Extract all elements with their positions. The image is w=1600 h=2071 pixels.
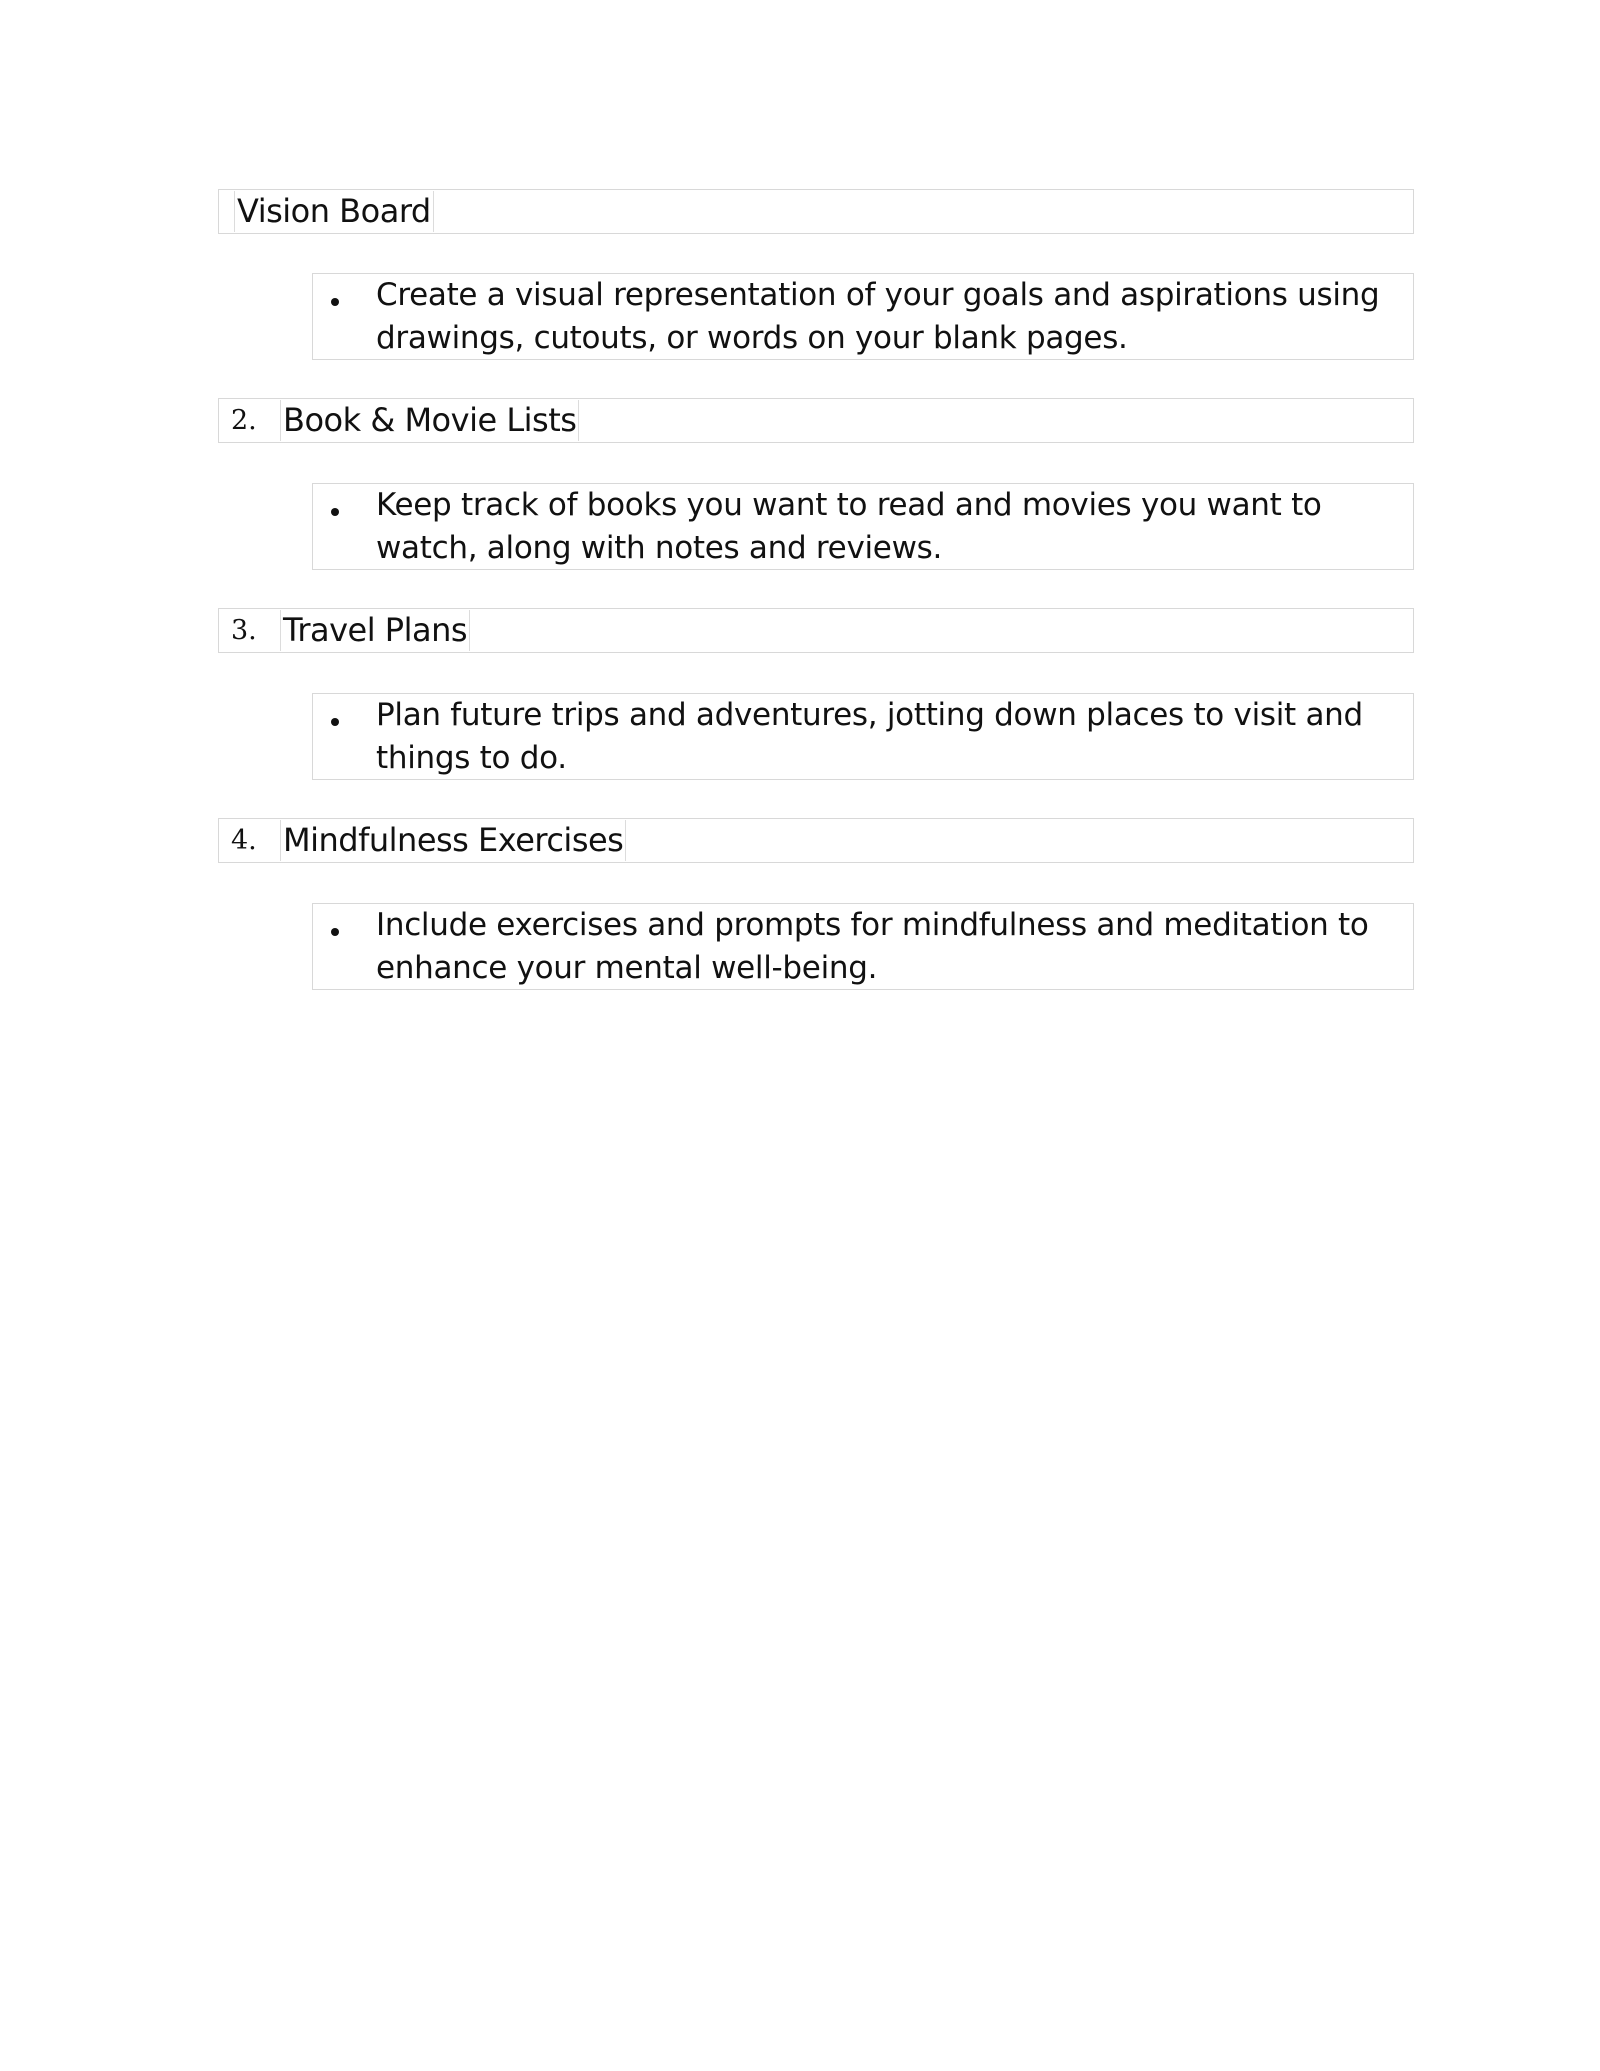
section-heading [218, 189, 1414, 234]
bullet-dot-icon [331, 508, 339, 516]
bullet-text: Create a visual representation of your goals and aspirations using drawings, cutouts, or words on your blank pages. [376, 277, 1380, 356]
section-bullet [312, 693, 1414, 780]
section-heading [218, 398, 1414, 443]
section-number: 2. [231, 405, 257, 436]
section-heading [218, 818, 1414, 863]
section-title: Mindfulness Exercises [280, 820, 626, 861]
bullet-text: Plan future trips and adventures, jotting down places to visit and things to do. [376, 697, 1363, 776]
bullet-dot-icon [331, 718, 339, 726]
bullet-dot-icon [331, 928, 339, 936]
bullet-dot-icon [331, 298, 339, 306]
bullet-text: Include exercises and prompts for mindfulness and meditation to enhance your mental well-being. [376, 907, 1369, 986]
section-heading [218, 608, 1414, 653]
section-number: 3. [231, 615, 257, 646]
section-bullet [312, 483, 1414, 570]
bullet-text: Keep track of books you want to read and movies you want to watch, along with notes and reviews. [376, 487, 1322, 566]
section-bullet [312, 903, 1414, 990]
section-bullet [312, 273, 1414, 360]
section-number: 4. [231, 825, 257, 856]
section-title: Vision Board [234, 191, 434, 232]
section-title: Travel Plans [280, 610, 470, 651]
section-title: Book & Movie Lists [280, 400, 579, 441]
